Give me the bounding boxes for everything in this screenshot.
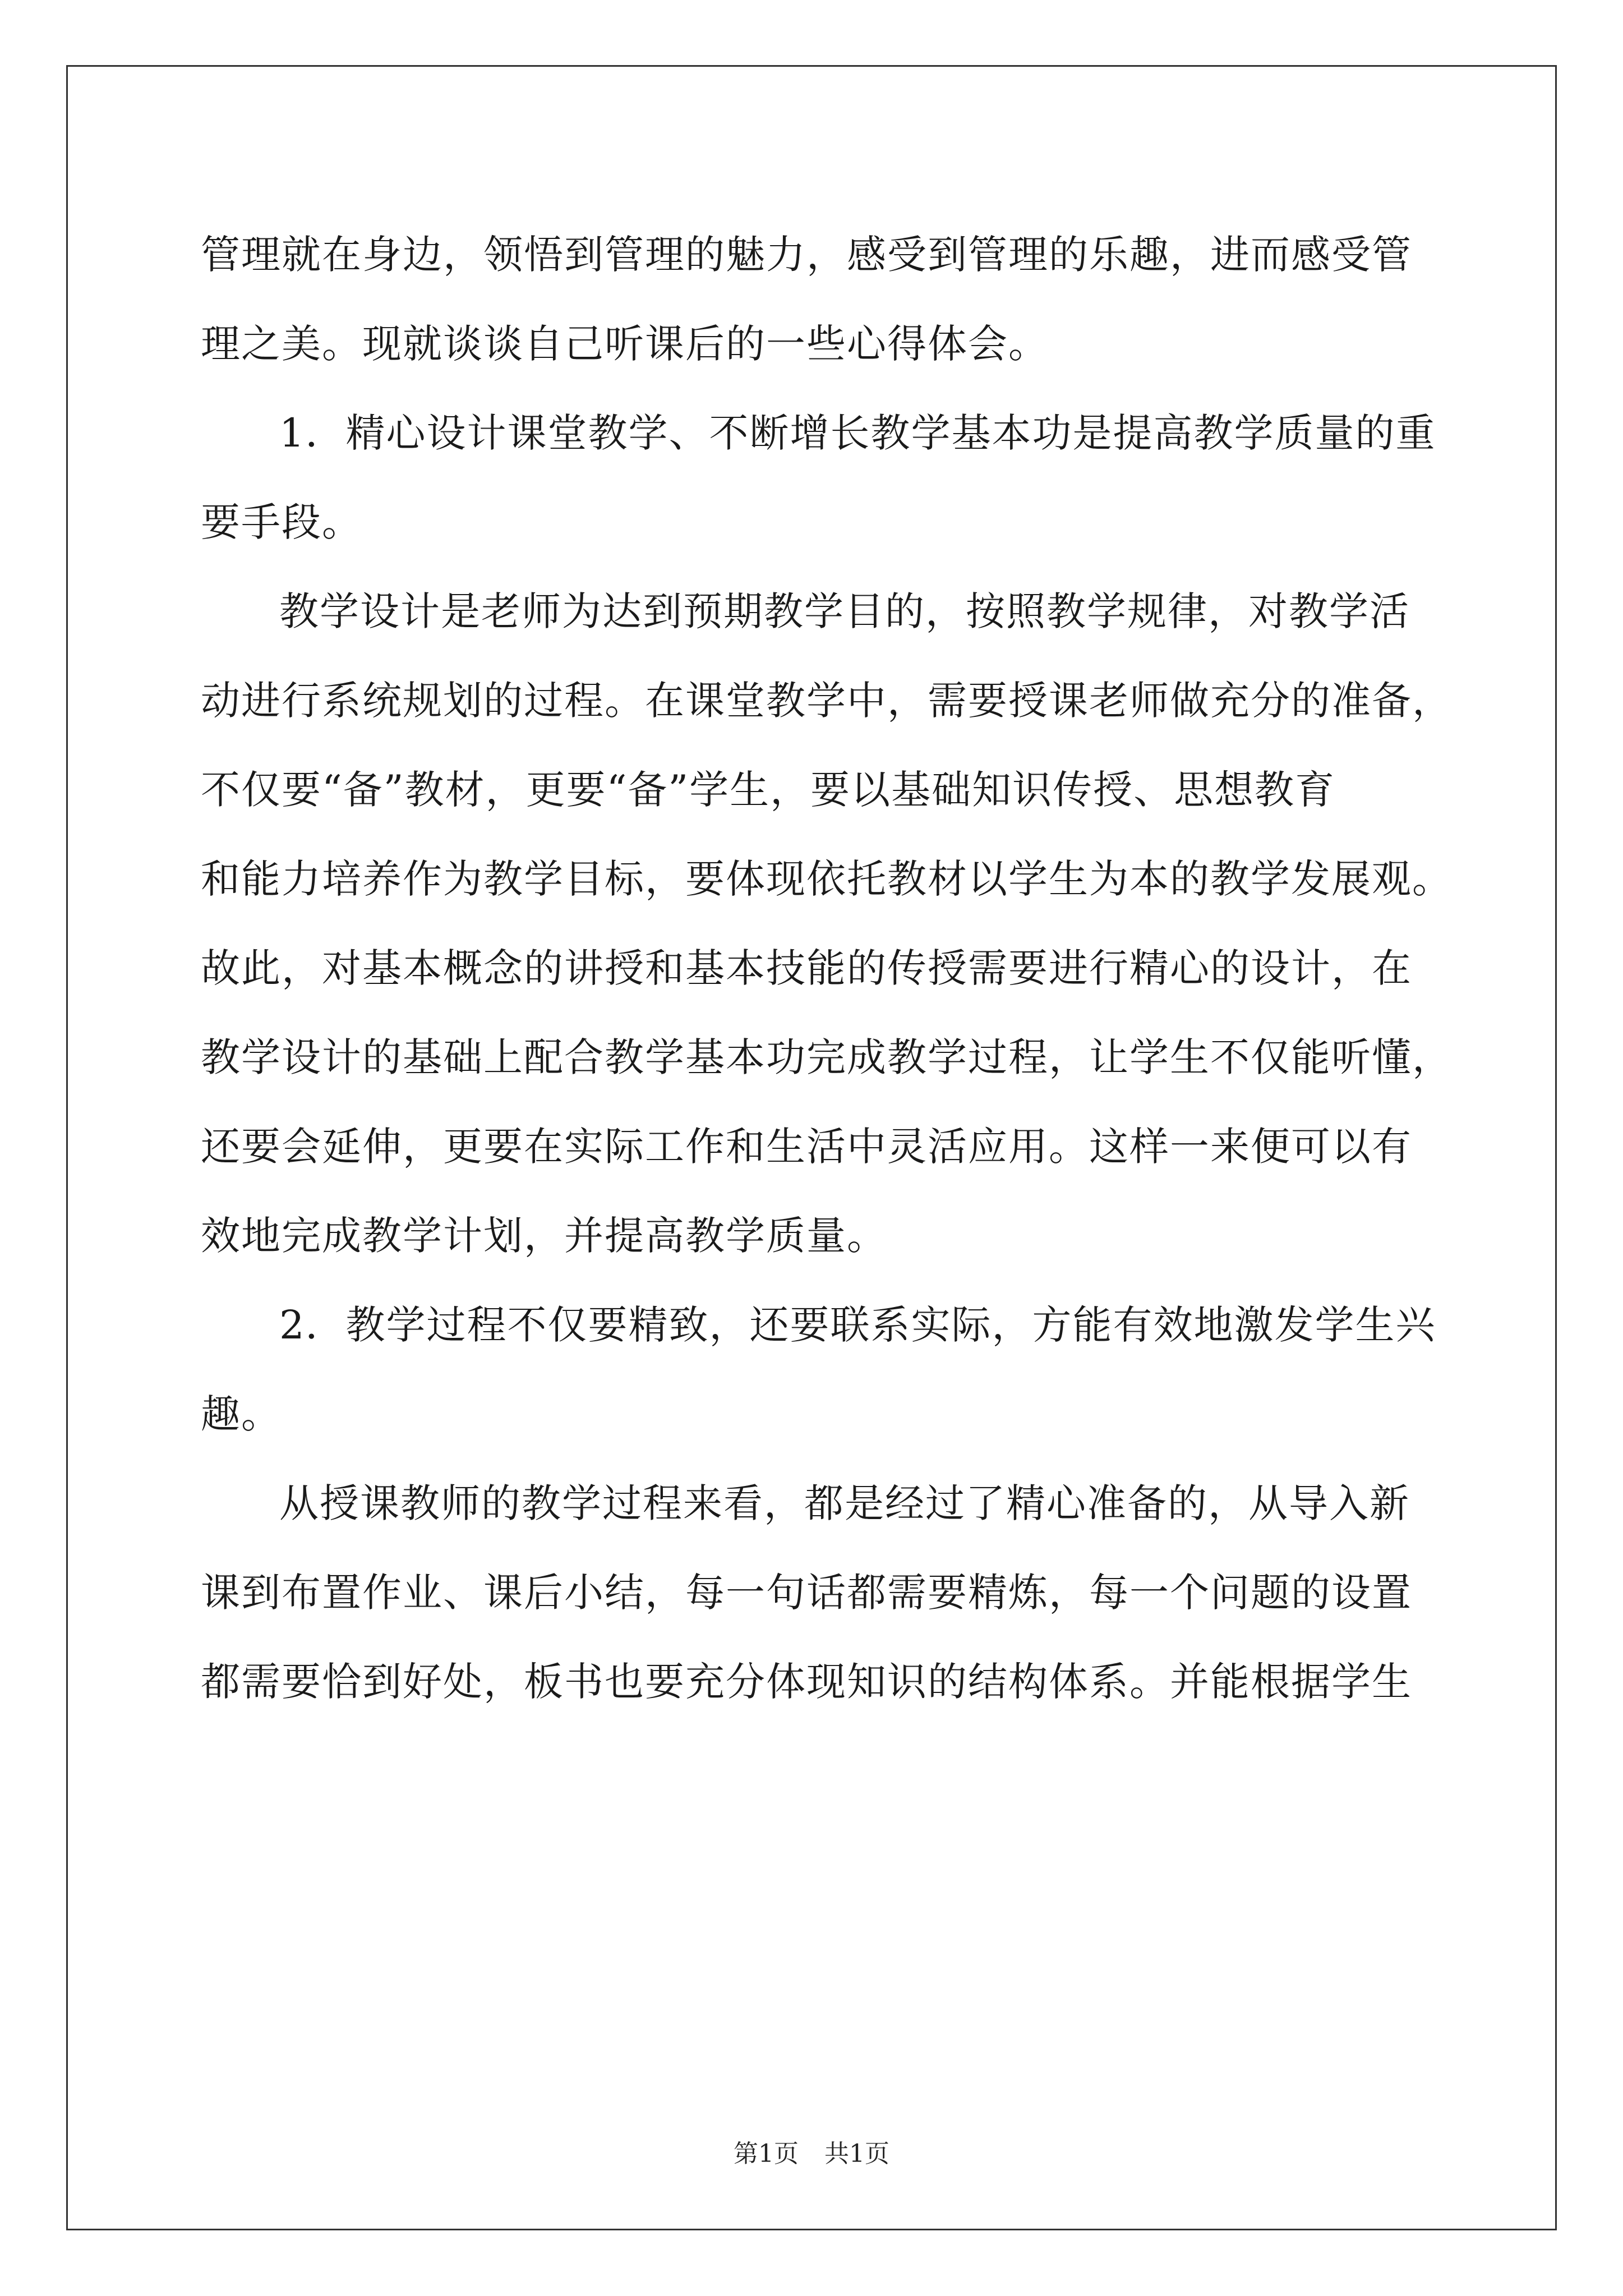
text-line: 2．教学过程不仅要精致，还要联系实际，方能有效地激发学生兴 (279, 1302, 1436, 1348)
text-line: 课到布置作业、课后小结，每一句话都需要精炼，每一个问题的设置 (201, 1570, 1412, 1616)
text-line: 和能力培养作为教学目标，要体现依托教材以学生为本的教学发展观。 (201, 856, 1453, 902)
document-body (201, 210, 1453, 1727)
text-line: 要手段。 (201, 499, 362, 545)
text-line: 趣。 (201, 1391, 282, 1437)
text-line: 1．精心设计课堂教学、不断增长教学基本功是提高教学质量的重 (279, 410, 1436, 456)
page-number: 第1页 (734, 2139, 799, 2168)
text-line: 都需要恰到好处，板书也要充分体现知识的结构体系。并能根据学生 (201, 1659, 1412, 1705)
text-line: 动进行系统规划的过程。在课堂教学中，需要授课老师做充分的准备， (201, 678, 1453, 724)
text-line: 从授课教师的教学过程来看，都是经过了精心准备的，从导入新 (279, 1480, 1410, 1526)
text-line: 还要会延伸，更要在实际工作和生活中灵活应用。这样一来便可以有 (201, 1124, 1412, 1170)
page-footer (0, 2137, 1623, 2171)
text-line: 理之美。现就谈谈自己听课后的一些心得体会。 (201, 321, 1049, 367)
page-total: 共1页 (824, 2139, 889, 2168)
text-line: 管理就在身边，领悟到管理的魅力，感受到管理的乐趣，进而感受管 (201, 232, 1412, 278)
text-line: 效地完成教学计划，并提高教学质量。 (201, 1213, 887, 1259)
text-line: 故此，对基本概念的讲授和基本技能的传授需要进行精心的设计，在 (201, 945, 1412, 991)
text-line: 不仅要“备”教材，更要“备”学生，要以基础知识传授、思想教育 (201, 767, 1336, 813)
text-line: 教学设计是老师为达到预期教学目的，按照教学规律，对教学活 (279, 588, 1410, 634)
text-line: 教学设计的基础上配合教学基本功完成教学过程，让学生不仅能听懂， (201, 1034, 1453, 1080)
